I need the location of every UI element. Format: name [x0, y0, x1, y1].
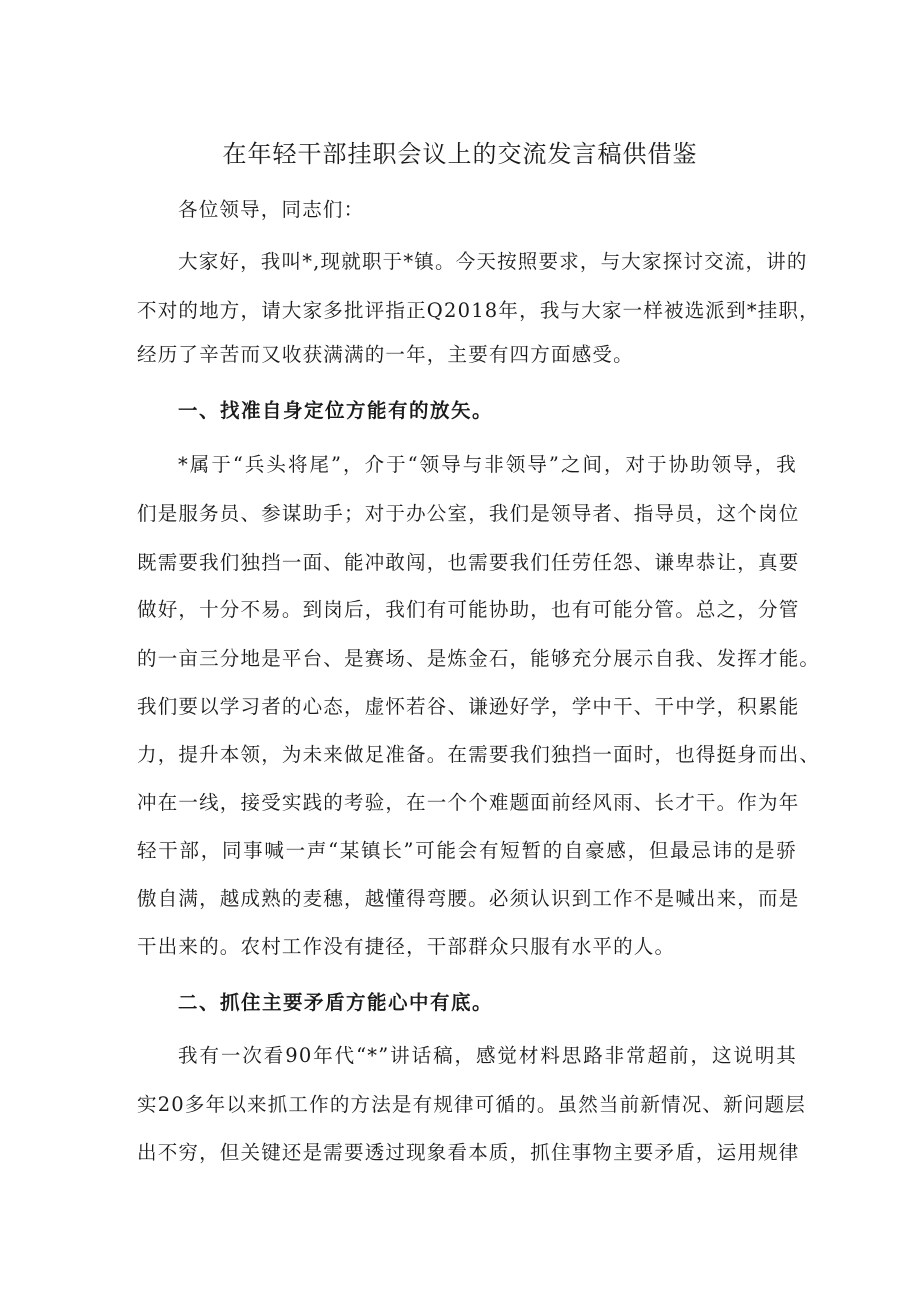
paragraph-line: 干出来的。农村工作没有捷径，干部群众只服有水平的人。: [137, 935, 676, 958]
paragraph-line: 轻干部，同事喊一声“某镇长”可能会有短暂的自豪感，但最忌讳的是骄: [137, 839, 797, 862]
paragraph-line: 的一亩三分地是平台、是赛场、是炼金石，能够充分展示自我、发挥才能。: [137, 647, 821, 670]
paragraph-line: 不对的地方，请大家多批评指正Q2018年，我与大家一样被选派到*挂职，: [137, 299, 820, 322]
paragraph-line: 既需要我们独挡一面、能冲敢闯，也需要我们任劳任怨、谦卑恭让，真要: [137, 551, 800, 574]
paragraph-line: 我们要以学习者的心态，虚怀若谷、谦逊好学，学中干、干中学，积累能: [137, 695, 800, 718]
salutation: 各位领导，同志们：: [178, 198, 365, 221]
paragraph-line: 傲自满，越成熟的麦穗，越懂得弯腰。必须认识到工作不是喊出来，而是: [137, 887, 800, 910]
paragraph-line: 我有一次看90年代“*”讲话稿，感觉材料思路非常超前，这说明其: [178, 1044, 797, 1067]
section-heading-2: 二、抓住主要矛盾方能心中有底。: [178, 991, 494, 1014]
paragraph-line: 经历了辛苦而又收获满满的一年，主要有四方面感受。: [137, 343, 634, 366]
paragraph-line: 出不穷，但关键还是需要透过现象看本质，抓住事物主要矛盾，运用规律: [137, 1141, 800, 1164]
paragraph-line: *属于“兵头将尾”，介于“领导与非领导”之间，对于协助领导，我: [178, 453, 797, 476]
paragraph-line: 们是服务员、参谋助手；对于办公室，我们是领导者、指导员，这个岗位: [137, 502, 800, 525]
paragraph-line: 力，提升本领，为未来做足准备。在需要我们独挡一面时，也得挺身而出、: [137, 743, 821, 766]
paragraph-line: 冲在一线，接受实践的考验，在一个个难题面前经风雨、长才干。作为年: [137, 791, 800, 814]
paragraph-line: 做好，十分不易。到岗后，我们有可能协助，也有可能分管。总之，分管: [137, 598, 800, 621]
paragraph-line: 大家好，我叫*,现就职于*镇。今天按照要求，与大家探讨交流，讲的: [178, 250, 808, 273]
document-title: 在年轻干部挂职会议上的交流发言稿供借鉴: [222, 140, 698, 168]
paragraph-line: 实20多年以来抓工作的方法是有规律可循的。虽然当前新情况、新问题层: [137, 1093, 806, 1116]
section-heading-1: 一、找准自身定位方能有的放矢。: [178, 399, 494, 422]
